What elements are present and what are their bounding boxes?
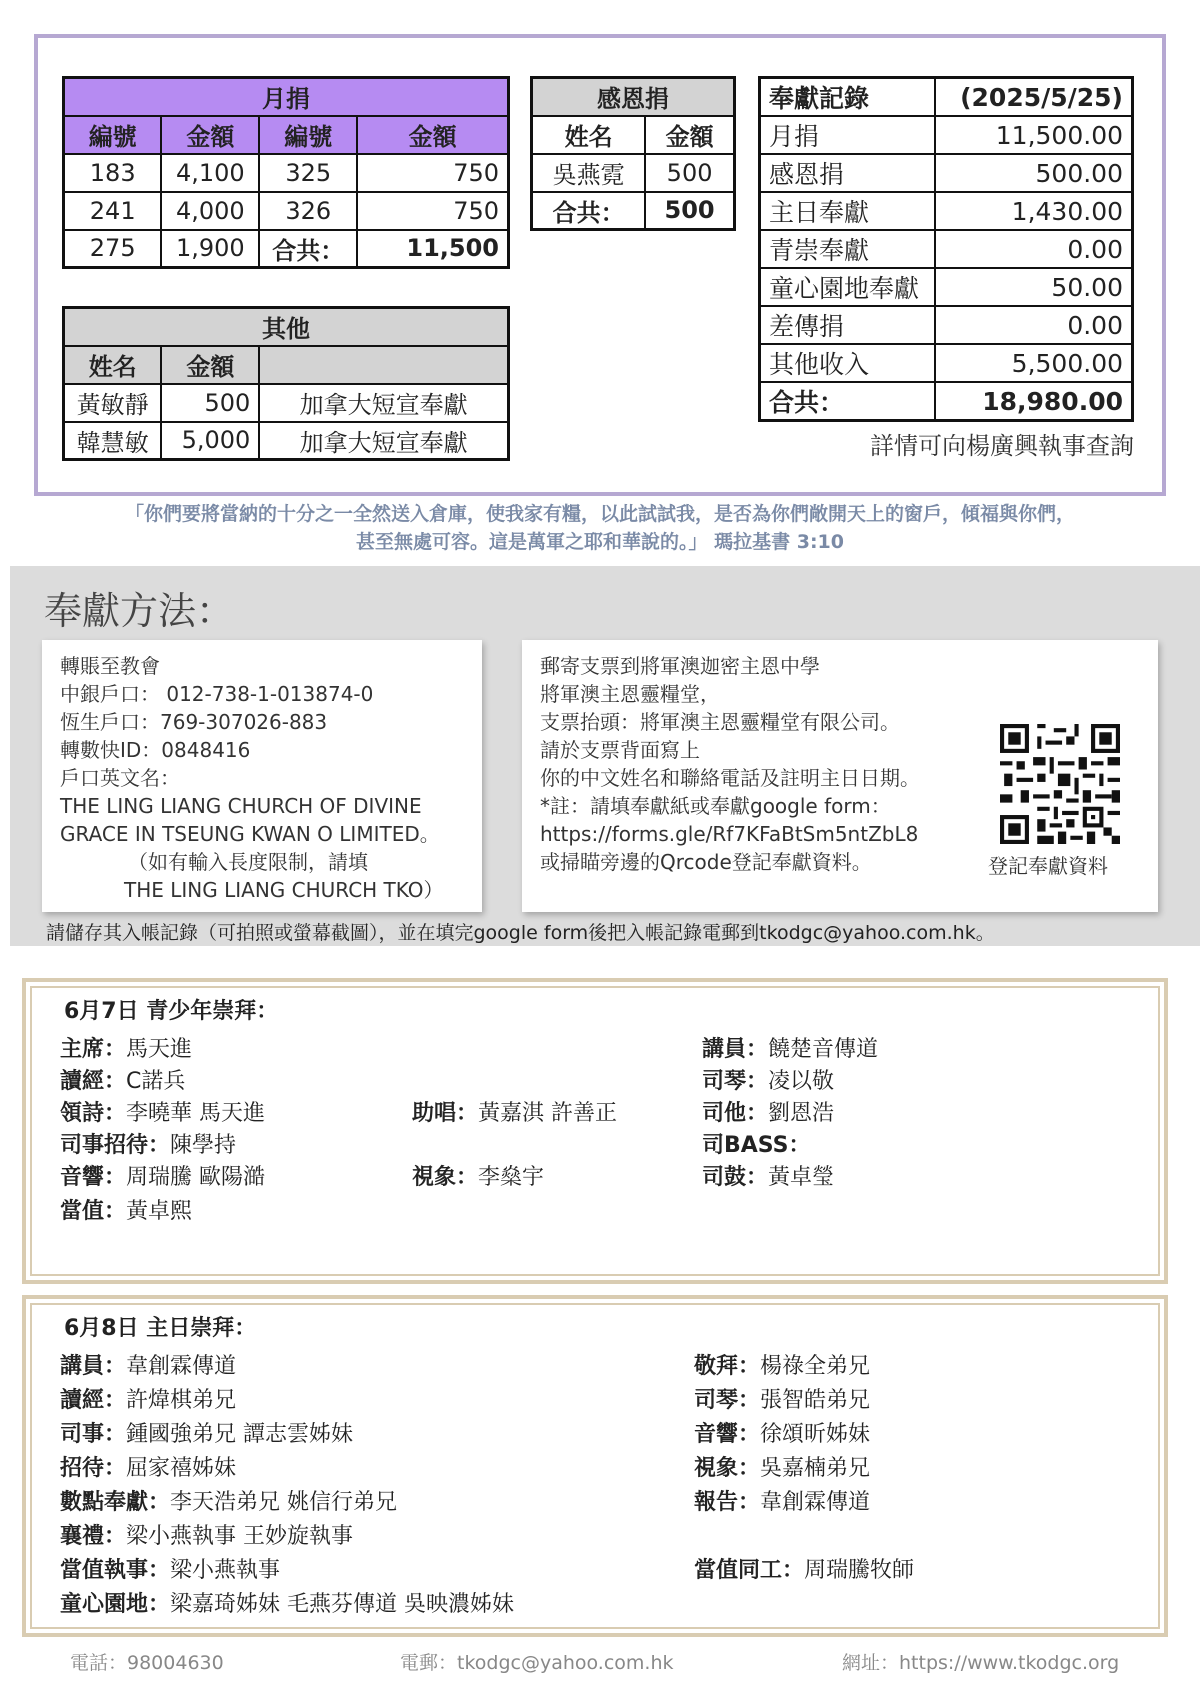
record-amount: 50.00	[935, 268, 1133, 306]
table-cell: 500	[645, 154, 734, 192]
qr-label: 登記奉獻資料	[988, 854, 1108, 878]
table-cell: 241	[64, 192, 162, 230]
role-value: 李燊宇	[478, 1165, 545, 1190]
card-line: 你的中文姓名和聯絡電話及註明主日日期。	[540, 766, 920, 790]
scripture-quote	[20, 500, 1180, 556]
card-line: GRACE IN TSEUNG KWAN O LIMITED。	[60, 822, 440, 846]
role-value: 馬天進	[126, 1037, 193, 1062]
role-usher	[60, 1417, 353, 1448]
thanksgiving-offering-table	[530, 76, 736, 231]
role-value: 黃卓瑩	[768, 1165, 835, 1190]
role-label: 襄禮：	[60, 1524, 127, 1549]
form-link[interactable]: https://forms.gle/Rf7KFaBtSm5ntZbL8	[540, 822, 919, 846]
table-row	[760, 268, 1133, 306]
role-label: 數點奉獻：	[60, 1490, 171, 1515]
sunday-service-box	[22, 1295, 1168, 1637]
bank-transfer-card	[42, 640, 482, 912]
role-reading	[60, 1064, 185, 1095]
column-header: 姓名	[532, 116, 646, 154]
role-value: 楊祿全弟兄	[760, 1354, 871, 1379]
record-title: 奉獻記錄	[760, 78, 935, 117]
role-label: 講員：	[702, 1037, 769, 1062]
role-value: 徐頌昕姊妹	[760, 1422, 871, 1447]
table-cell: 4,000	[161, 192, 259, 230]
methods-note: 請儲存其入帳記錄（可拍照或螢幕截圖），並在填完google form後把入帳記錄電郵到tkodgc@yahoo.com.hk。	[46, 922, 995, 944]
role-reading	[60, 1383, 236, 1414]
role-offering-count	[60, 1485, 397, 1516]
role-value: 張智皓弟兄	[760, 1388, 871, 1413]
role-greeter	[60, 1451, 236, 1482]
record-amount: 1,430.00	[935, 192, 1133, 230]
table-row	[760, 382, 1133, 421]
role-piano	[694, 1383, 870, 1414]
record-category: 差傳捐	[760, 306, 935, 344]
column-header	[259, 346, 508, 384]
role-value: 陳學持	[170, 1133, 237, 1158]
total-label: 合共：	[760, 382, 935, 421]
scripture-line: 甚至無處可容。這是萬軍之耶和華說的。」 瑪拉基書 3:10	[356, 531, 844, 553]
role-label: 司琴：	[702, 1069, 769, 1094]
youth-service-box	[22, 978, 1168, 1284]
other-title: 其他	[64, 308, 509, 346]
role-label: 講員：	[60, 1354, 127, 1379]
role-usher	[60, 1128, 236, 1159]
role-communion	[60, 1519, 353, 1550]
other-offering-table	[62, 306, 510, 461]
record-note: 詳情可向楊廣興執事查詢	[870, 432, 1134, 460]
role-guitar	[702, 1096, 834, 1127]
card-line: 或掃瞄旁邊的Qrcode登記奉獻資料。	[540, 850, 872, 874]
total-label: 合共：	[259, 230, 357, 268]
table-cell: 325	[259, 154, 357, 192]
role-report	[694, 1485, 870, 1516]
table-row	[64, 384, 509, 422]
role-label: 視象：	[694, 1456, 761, 1481]
table-cell: 183	[64, 154, 162, 192]
offering-methods-section	[10, 566, 1200, 946]
role-worship	[694, 1349, 870, 1380]
role-label: 主席：	[60, 1037, 127, 1062]
role-vocal	[412, 1096, 617, 1127]
footer-phone: 電話：98004630	[70, 1652, 224, 1674]
role-label: 司琴：	[694, 1388, 761, 1413]
total-value: 500	[645, 192, 734, 230]
role-value: 許煒棋弟兄	[126, 1388, 237, 1413]
role-value: 韋創霖傳道	[760, 1490, 871, 1515]
role-kids	[60, 1587, 514, 1618]
role-value: 李天浩弟兄 姚信行弟兄	[170, 1490, 398, 1515]
table-row	[64, 422, 509, 460]
role-label: 敬拜：	[694, 1354, 761, 1379]
table-row	[64, 192, 509, 230]
role-worship	[60, 1096, 265, 1127]
total-value: 11,500	[357, 230, 508, 268]
footer-website[interactable]: 網址：https://www.tkodgc.org	[842, 1652, 1120, 1674]
table-row	[64, 154, 509, 192]
role-value: 劉恩浩	[768, 1101, 835, 1126]
card-line: THE LING LIANG CHURCH OF DIVINE	[60, 794, 422, 818]
table-cell: 4,100	[161, 154, 259, 192]
record-category: 童心園地奉獻	[760, 268, 935, 306]
monthly-offering-table	[62, 76, 510, 269]
column-header: 金額	[161, 346, 259, 384]
card-line: 戶口英文名：	[60, 766, 180, 790]
role-label: 助唱：	[412, 1101, 479, 1126]
column-header: 金額	[645, 116, 734, 154]
role-drum	[702, 1160, 834, 1191]
role-value: 吳嘉楠弟兄	[760, 1456, 871, 1481]
role-sound	[694, 1417, 870, 1448]
role-label: 司他：	[702, 1101, 769, 1126]
column-header: 編號	[259, 116, 357, 154]
record-category: 青崇奉獻	[760, 230, 935, 268]
role-visual	[694, 1451, 870, 1482]
record-amount: 5,500.00	[935, 344, 1133, 382]
role-label: 司事：	[60, 1422, 127, 1447]
card-line: 中銀戶口： 012-738-1-013874-0	[60, 682, 374, 706]
table-cell: 750	[357, 192, 508, 230]
table-cell: 黃敏靜	[64, 384, 162, 422]
table-cell: 加拿大短宣奉獻	[259, 422, 508, 460]
role-label: 當值執事：	[60, 1558, 171, 1583]
card-line: 郵寄支票到將軍澳迦密主恩中學	[540, 654, 820, 678]
role-deacon	[60, 1553, 280, 1584]
role-value: 凌以敬	[768, 1069, 835, 1094]
card-line: 恆生戶口：769-307026-883	[60, 710, 328, 734]
role-piano	[702, 1064, 834, 1095]
column-header: 姓名	[64, 346, 162, 384]
qr-code-icon[interactable]	[1000, 724, 1120, 844]
table-row	[760, 192, 1133, 230]
role-label: 當值同工：	[694, 1558, 805, 1583]
record-category: 月捐	[760, 116, 935, 154]
record-category: 主日奉獻	[760, 192, 935, 230]
table-cell: 5,000	[161, 422, 259, 460]
role-label: 童心園地：	[60, 1592, 171, 1617]
role-label: 司事招待：	[60, 1133, 171, 1158]
youth-service-title: 6月7日 青少年崇拜：	[64, 999, 279, 1024]
record-date: (2025/5/25)	[935, 78, 1133, 117]
role-value: 韋創霖傳道	[126, 1354, 237, 1379]
table-cell: 275	[64, 230, 162, 268]
table-row	[64, 230, 509, 268]
role-value: 梁嘉琦姊妹 毛燕芬傳道 吳映濃姊妹	[170, 1592, 515, 1617]
role-label: 領詩：	[60, 1101, 127, 1126]
role-value: 鍾國強弟兄 譚志雲姊妹	[126, 1422, 354, 1447]
record-category: 感恩捐	[760, 154, 935, 192]
role-value: 梁小燕執事 王妙旋執事	[126, 1524, 354, 1549]
cheque-card	[522, 640, 1158, 912]
table-cell: 500	[161, 384, 259, 422]
table-cell: 韓慧敏	[64, 422, 162, 460]
column-header: 編號	[64, 116, 162, 154]
role-label: 報告：	[694, 1490, 761, 1515]
role-value: 饒楚音傳道	[768, 1037, 879, 1062]
role-label: 視象：	[412, 1165, 479, 1190]
card-line: 轉數快ID：0848416	[60, 738, 251, 762]
table-row	[760, 154, 1133, 192]
card-line: 請於支票背面寫上	[540, 738, 700, 762]
card-line: 將軍澳主恩靈糧堂，	[540, 682, 720, 706]
table-row	[532, 154, 735, 192]
card-line: 支票抬頭：將軍澳主恩靈糧堂有限公司。	[540, 710, 900, 734]
role-value: 梁小燕執事	[170, 1558, 281, 1583]
card-line: THE LING LIANG CHURCH TKO）	[124, 878, 444, 902]
column-header: 金額	[161, 116, 259, 154]
role-duty	[60, 1194, 192, 1225]
role-sound	[60, 1160, 265, 1191]
card-line: 轉賬至教會	[60, 654, 160, 678]
role-chair	[60, 1032, 192, 1063]
role-bass	[702, 1128, 811, 1159]
table-row	[760, 344, 1133, 382]
table-row	[532, 192, 735, 230]
role-label: 招待：	[60, 1456, 127, 1481]
sunday-service-title: 6月8日 主日崇拜：	[64, 1316, 257, 1341]
thanks-title: 感恩捐	[532, 78, 735, 116]
role-label: 音響：	[60, 1165, 127, 1190]
total-label: 合共：	[532, 192, 646, 230]
table-cell: 加拿大短宣奉獻	[259, 384, 508, 422]
role-label: 司鼓：	[702, 1165, 769, 1190]
column-header: 金額	[357, 116, 508, 154]
card-line: *註：請填奉獻紙或奉獻google form：	[540, 794, 891, 818]
role-speaker	[60, 1349, 236, 1380]
card-line: （如有輸入長度限制，請填	[128, 850, 368, 874]
offering-record-table	[758, 76, 1134, 422]
table-row	[760, 230, 1133, 268]
footer-email[interactable]: 電郵：tkodgc@yahoo.com.hk	[400, 1652, 674, 1674]
table-cell: 326	[259, 192, 357, 230]
scripture-line: 「你們要將當納的十分之一全然送入倉庫，使我家有糧，以此試試我，是否為你們敞開天上的窗戶，傾福與你們，	[124, 503, 1075, 525]
monthly-title: 月捐	[64, 78, 509, 116]
table-cell: 1,900	[161, 230, 259, 268]
table-cell: 吳燕霓	[532, 154, 646, 192]
role-value: 周瑞騰牧師	[804, 1558, 915, 1583]
table-row	[760, 116, 1133, 154]
role-value: 周瑞騰 歐陽澔	[126, 1165, 266, 1190]
role-value: 黃卓熙	[126, 1199, 193, 1224]
record-amount: 0.00	[935, 230, 1133, 268]
record-amount: 0.00	[935, 306, 1133, 344]
record-category: 其他收入	[760, 344, 935, 382]
total-value: 18,980.00	[935, 382, 1133, 421]
role-value: 屈家禧姊妹	[126, 1456, 237, 1481]
finance-panel	[34, 34, 1166, 496]
table-row	[760, 306, 1133, 344]
role-value: C諾兵	[126, 1069, 186, 1094]
table-cell: 750	[357, 154, 508, 192]
role-label: 讀經：	[60, 1069, 127, 1094]
role-value: 黃嘉淇 許善正	[478, 1101, 618, 1126]
role-label: 讀經：	[60, 1388, 127, 1413]
role-label: 當值：	[60, 1199, 127, 1224]
methods-title: 奉獻方法：	[44, 589, 235, 633]
role-speaker	[702, 1032, 878, 1063]
role-visual	[412, 1160, 544, 1191]
role-value: 李曉華 馬天進	[126, 1101, 266, 1126]
role-staff	[694, 1553, 914, 1584]
role-label: 音響：	[694, 1422, 761, 1447]
role-label: 司BASS：	[702, 1133, 811, 1158]
record-amount: 500.00	[935, 154, 1133, 192]
record-amount: 11,500.00	[935, 116, 1133, 154]
